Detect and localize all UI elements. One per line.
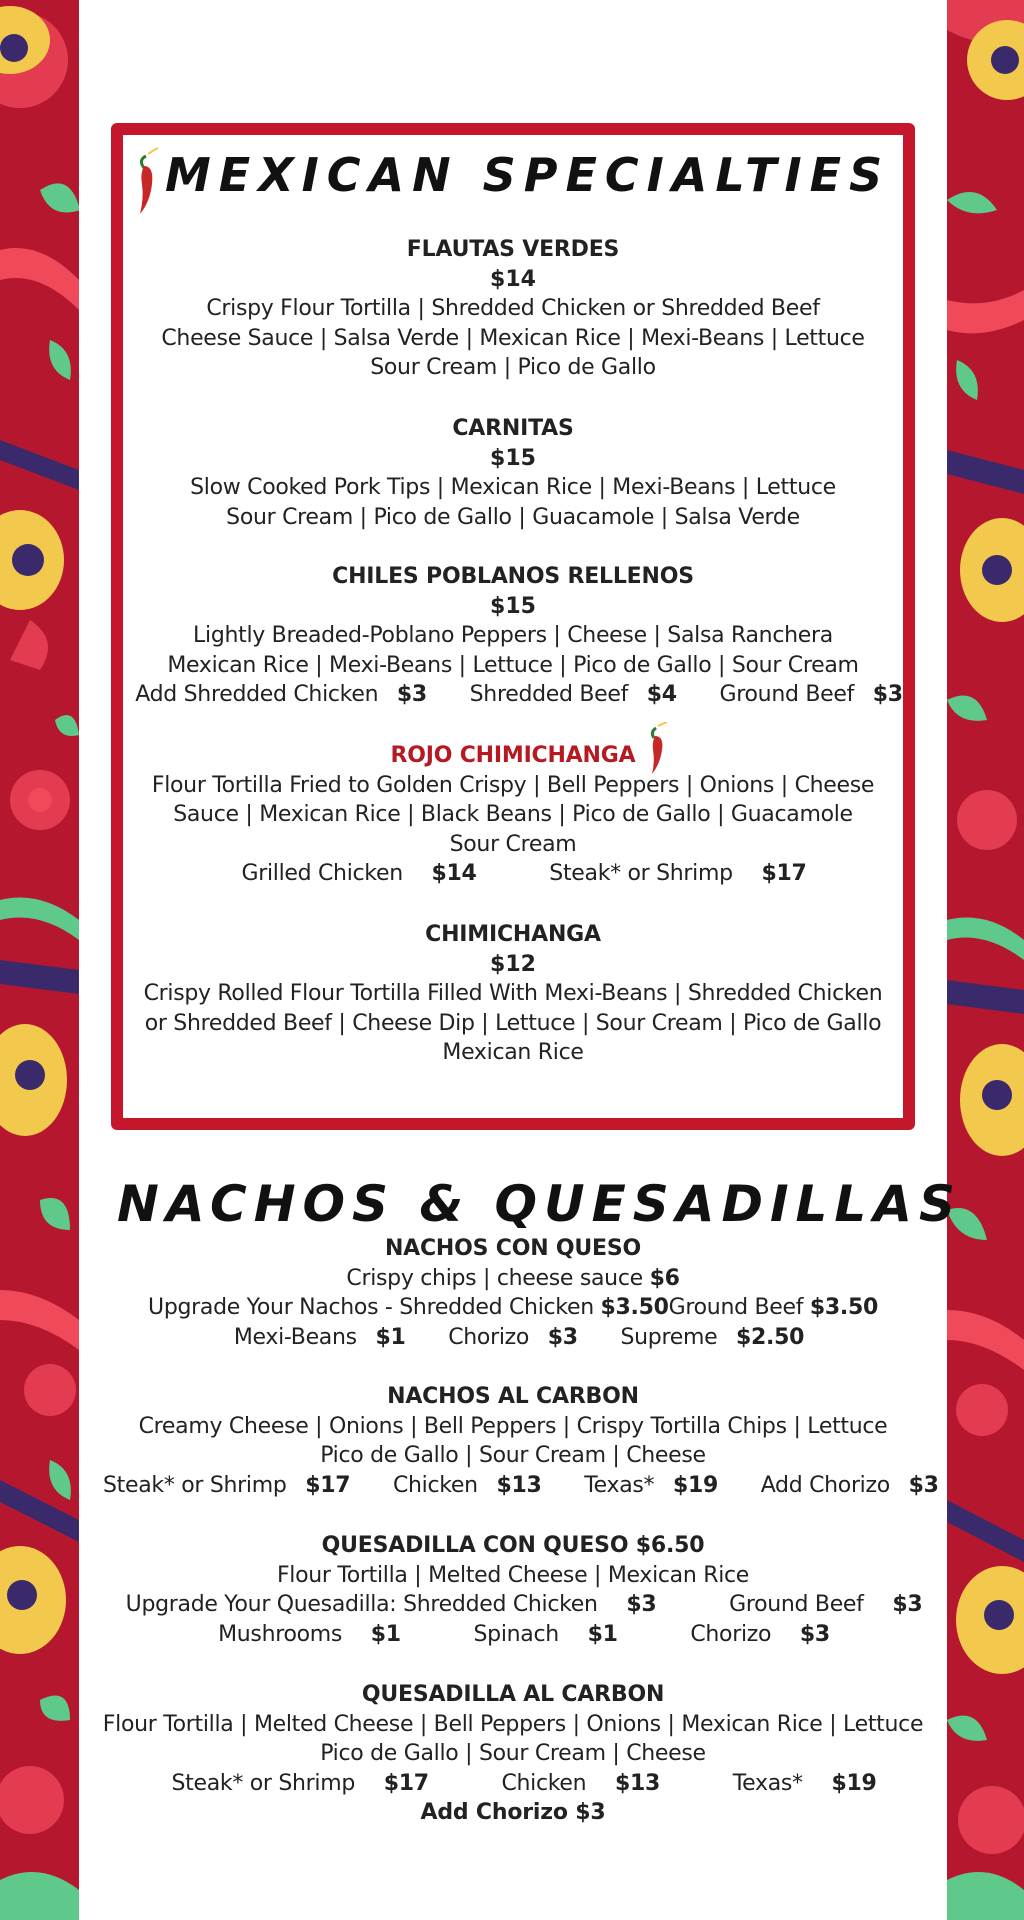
left-decorative-border [0, 0, 79, 1920]
item-addons [79, 1769, 947, 1799]
item-name: ROJO CHIMICHANGA [390, 743, 636, 768]
addon: Texas* $19 [732, 1770, 877, 1796]
item-name: CHILES POBLANOS RELLENOS [332, 564, 694, 589]
addon: Chicken $13 [392, 1472, 542, 1498]
item-addons [79, 1471, 947, 1501]
item-description: Sauce | Mexican Rice | Black Beans | Pico de Gallo | Guacamole [173, 802, 853, 827]
addon: Chorizo $3 [690, 1621, 830, 1647]
menu-item-nachos-con-queso [79, 1234, 947, 1352]
item-description: Crispy Flour Tortilla | Shredded Chicken or Shredded Beef [206, 296, 820, 321]
item-description: Mexican Rice [442, 1040, 584, 1065]
addon: Ground Beef $3 [729, 1592, 923, 1617]
menu-item-nachos-al-carbon [79, 1382, 947, 1500]
item-description: Flour Tortilla | Melted Cheese | Bell Peppers | Onions | Mexican Rice | Lettuce [102, 1711, 924, 1737]
item-description: Flour Tortilla Fried to Golden Crispy | Bell Peppers | Onions | Cheese [151, 772, 875, 798]
item-name: CHIMICHANGA [425, 922, 601, 947]
item-price: $15 [490, 445, 536, 471]
addon: Mushrooms $1 [218, 1621, 401, 1647]
item-description: Sour Cream | Pico de Gallo | Guacamole | Salsa Verde [226, 504, 800, 530]
addon: Add Shredded Chicken $3 [135, 682, 427, 707]
item-name: QUESADILLA CON QUESO $6.50 [321, 1533, 705, 1558]
addon: Chorizo $3 [448, 1324, 578, 1350]
item-name: FLAUTAS VERDES [406, 237, 620, 262]
menu-item-rojo-chimichanga [79, 741, 947, 889]
item-addons [79, 1590, 947, 1620]
section-title-nachos-quesadillas: NACHOS & QUESADILLAS [117, 1175, 962, 1233]
item-description: Flour Tortilla | Melted Cheese | Mexican Rice [276, 1562, 750, 1588]
item-name: CARNITAS [452, 416, 574, 441]
menu-item-carnitas [79, 414, 947, 532]
sugar-skull-pattern-right [947, 0, 1024, 1920]
item-description: Crispy chips | cheese sauce $6 [346, 1265, 680, 1291]
item-description: Pico de Gallo | Sour Cream | Cheese [320, 1443, 706, 1468]
item-description: or Shredded Beef | Cheese Dip | Lettuce | Sour Cream | Pico de Gallo [144, 1010, 882, 1036]
addon: Shredded Beef $4 [469, 682, 677, 707]
item-description: Pico de Gallo | Sour Cream | Cheese [320, 1741, 706, 1766]
right-decorative-border [947, 0, 1024, 1920]
item-description: Lightly Breaded-Poblano Peppers | Cheese | Salsa Ranchera [193, 623, 833, 648]
addon: Grilled Chicken $14 [241, 861, 477, 886]
item-description: Sour Cream | Pico de Gallo [370, 355, 656, 380]
addon: Add Chorizo $3 [760, 1472, 939, 1498]
addon: Chicken $13 [501, 1770, 661, 1796]
item-addons [79, 1323, 947, 1353]
addon: Spinach $1 [473, 1621, 618, 1647]
item-description: Crispy Rolled Flour Tortilla Filled With Mexi-Beans | Shredded Chicken [143, 981, 883, 1006]
item-description: Sour Cream [449, 831, 577, 857]
addon: Supreme $2.50 [620, 1324, 805, 1350]
chili-pepper-icon [134, 146, 160, 218]
addon: Steak* or Shrimp $17 [103, 1472, 351, 1498]
section-title-specialties: MEXICAN SPECIALTIES [165, 148, 891, 202]
addon: Mexi-Beans $1 [233, 1324, 406, 1350]
sugar-skull-pattern-left [0, 0, 79, 1920]
item-upgrade: Upgrade Your Nachos - Shredded Chicken $3.50Ground Beef $3.50 [148, 1295, 878, 1320]
addon: Upgrade Your Quesadilla: Shredded Chicken $3 [125, 1592, 657, 1617]
item-addons [79, 859, 947, 889]
menu-item-flautas-verdes [79, 235, 947, 383]
item-addons [79, 1620, 947, 1650]
item-description: Slow Cooked Pork Tips | Mexican Rice | Mexi-Beans | Lettuce [190, 475, 836, 500]
menu-item-quesadilla-al-carbon [79, 1680, 947, 1828]
addon: Texas* $19 [584, 1472, 718, 1498]
item-description: Mexican Rice | Mexi-Beans | Lettuce | Pico de Gallo | Sour Cream [167, 652, 859, 678]
addon: Steak* or Shrimp $17 [171, 1770, 429, 1796]
item-name: NACHOS AL CARBON [387, 1384, 639, 1409]
menu-item-chiles-poblanos-rellenos [79, 562, 947, 710]
item-description: Cheese Sauce | Salsa Verde | Mexican Rice | Mexi-Beans | Lettuce [161, 325, 865, 351]
addon: Steak* or Shrimp $17 [549, 861, 807, 886]
item-final-addon: Add Chorizo $3 [420, 1800, 606, 1825]
menu-item-quesadilla-con-queso [79, 1531, 947, 1649]
item-addons [79, 680, 947, 710]
item-price: $12 [490, 951, 536, 977]
menu-item-chimichanga [79, 920, 947, 1068]
item-price: $14 [490, 266, 536, 292]
item-name: NACHOS CON QUESO [384, 1236, 642, 1261]
item-price: $15 [490, 593, 536, 619]
item-description: Creamy Cheese | Onions | Bell Peppers | Crispy Tortilla Chips | Lettuce [138, 1413, 888, 1439]
addon: Ground Beef $3 [719, 682, 903, 707]
item-name: QUESADILLA AL CARBON [361, 1682, 665, 1707]
